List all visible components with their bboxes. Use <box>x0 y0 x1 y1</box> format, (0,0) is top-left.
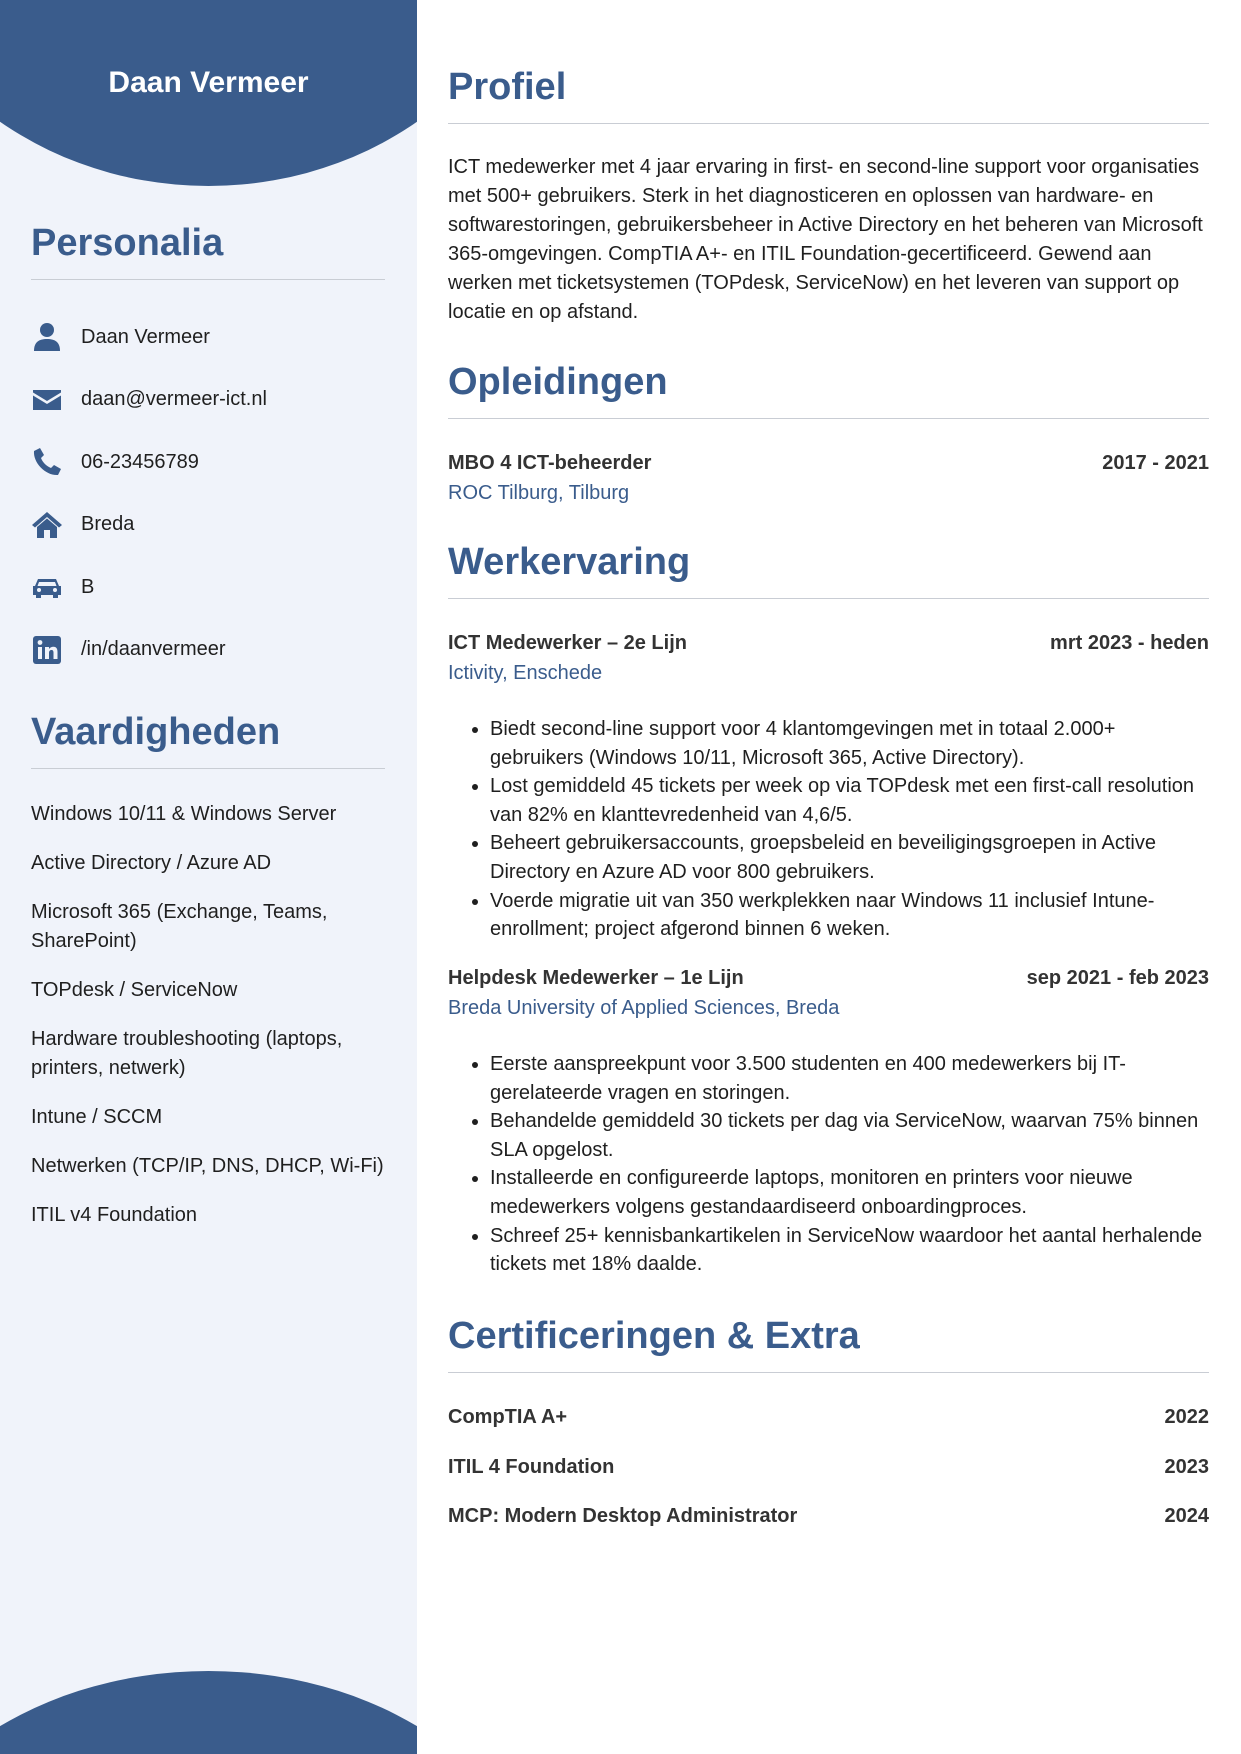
personalia-title: Personalia <box>31 222 385 280</box>
work-bullet: • Lost gemiddeld 45 tickets per week op via TOPdesk met een first-call resolution van 82% en klanttevredenheid van 4,6/5. <box>490 772 1209 829</box>
contact-name: Daan Vermeer <box>81 325 210 348</box>
work-bullet: • Biedt second-line support voor 4 klantomgevingen met in totaal 2.000+ gebruikers (Windows 10/11, Microsoft 365, Active Directory). <box>490 715 1209 772</box>
education-period: 2017 - 2021 <box>1102 452 1209 474</box>
certification-item <box>448 1505 1209 1555</box>
contact-item-linkedin <box>31 619 391 682</box>
certification-item <box>448 1456 1209 1506</box>
certification-year: 2023 <box>1164 1455 1209 1478</box>
contact-license: B <box>81 575 95 598</box>
skill-item: TOPdesk / ServiceNow <box>31 979 238 1001</box>
work-entry <box>448 967 1209 1279</box>
contact-item-phone <box>31 431 391 494</box>
contact-linkedin[interactable]: /in/daanvermeer <box>81 638 226 661</box>
work-role: ICT Medewerker – 2e Lijn <box>448 632 687 654</box>
work-period: mrt 2023 - heden <box>1050 632 1209 654</box>
contact-item-location <box>31 494 391 557</box>
work-bullet: • Behandelde gemiddeld 30 tickets per dag via ServiceNow, waarvan 75% binnen SLA opgelost. <box>490 1107 1209 1164</box>
skill-item: Hardware troubleshooting (laptops, printers, netwerk) <box>31 1028 343 1079</box>
profile-text: ICT medewerker met 4 jaar ervaring in first- en second-line support voor organisaties met 500+ gebruikers. Sterk in het diagnosticeren en oplossen van hardware- en softwarestoringen, gebruikersbeheer in Active Directory en het beheren van Microsoft 365-omgevingen. CompTIA A+- en ITIL Foundation-gecertificeerd. Gewend aan werken met ticketsystemen (TOPdesk, ServiceNow) en het leveren van support op locatie en op afstand. <box>448 156 1203 323</box>
certification-item <box>448 1406 1209 1456</box>
education-school: ROC Tilburg, Tilburg <box>448 482 630 504</box>
contact-item-email <box>31 369 391 432</box>
work-company: Ictivity, Enschede <box>448 662 603 684</box>
certification-year: 2024 <box>1164 1505 1209 1527</box>
certification-name: MCP: Modern Desktop Administrator <box>448 1505 798 1527</box>
work-bullet: • Beheert gebruikersaccounts, groepsbeleid en beveiligingsgroepen in Active Directory en Azure AD voor 800 gebruikers. <box>490 829 1209 886</box>
certifications-list <box>448 1406 1209 1555</box>
contact-list <box>31 306 391 681</box>
skill-item: ITIL v4 Foundation <box>31 1204 198 1226</box>
contact-item-name <box>31 306 391 369</box>
certification-year: 2022 <box>1164 1406 1209 1428</box>
skill-item: Active Directory / Azure AD <box>31 852 272 874</box>
education-entry <box>448 452 1209 505</box>
skill-item: Microsoft 365 (Exchange, Teams, SharePoint) <box>31 901 328 952</box>
skills-list <box>31 800 385 1250</box>
work-title: Werkervaring <box>448 541 1209 599</box>
work-period: sep 2021 - feb 2023 <box>1026 967 1209 989</box>
home-icon <box>31 509 63 541</box>
envelope-icon <box>31 384 63 416</box>
phone-icon <box>31 446 63 478</box>
contact-item-license <box>31 556 391 619</box>
work-bullets <box>448 1050 1209 1279</box>
sidebar <box>0 0 417 1754</box>
contact-location: Breda <box>81 513 135 536</box>
profile-title: Profiel <box>448 66 1209 124</box>
certification-name: CompTIA A+ <box>448 1406 568 1428</box>
skill-item: Netwerken (TCP/IP, DNS, DHCP, Wi-Fi) <box>31 1155 384 1177</box>
work-role: Helpdesk Medewerker – 1e Lijn <box>448 967 744 989</box>
work-bullet: • Eerste aanspreekpunt voor 3.500 studenten en 400 medewerkers bij IT-gerelateerde vragen en storingen. <box>490 1050 1209 1107</box>
work-bullets <box>448 715 1209 944</box>
contact-phone[interactable]: 06-23456789 <box>81 450 199 473</box>
person-icon <box>31 321 63 353</box>
education-title: Opleidingen <box>448 361 1209 419</box>
skill-item: Windows 10/11 & Windows Server <box>31 803 337 825</box>
footer-decoration <box>0 1671 417 1754</box>
car-icon <box>31 571 63 603</box>
certification-name: ITIL 4 Foundation <box>448 1455 615 1478</box>
work-bullet: • Installeerde en configureerde laptops, monitoren en printers voor nieuwe medewerkers volgens gestandaardiseerd onboardingproces. <box>490 1164 1209 1221</box>
linkedin-icon <box>31 634 63 666</box>
work-bullet: • Voerde migratie uit van 350 werkplekken naar Windows 11 inclusief Intune-enrollment; project afgerond binnen 6 weken. <box>490 887 1209 944</box>
candidate-name: Daan Vermeer <box>108 66 309 99</box>
skills-title: Vaardigheden <box>31 711 385 769</box>
education-degree: MBO 4 ICT-beheerder <box>448 452 652 474</box>
skill-item: Intune / SCCM <box>31 1106 163 1128</box>
work-bullet: • Schreef 25+ kennisbankartikelen in ServiceNow waardoor het aantal herhalende tickets met 18% daalde. <box>490 1222 1209 1279</box>
work-entry <box>448 632 1209 944</box>
contact-email[interactable]: daan@vermeer-ict.nl <box>81 388 267 411</box>
work-company: Breda University of Applied Sciences, Breda <box>448 997 840 1019</box>
certifications-title: Certificeringen & Extra <box>448 1315 1209 1373</box>
